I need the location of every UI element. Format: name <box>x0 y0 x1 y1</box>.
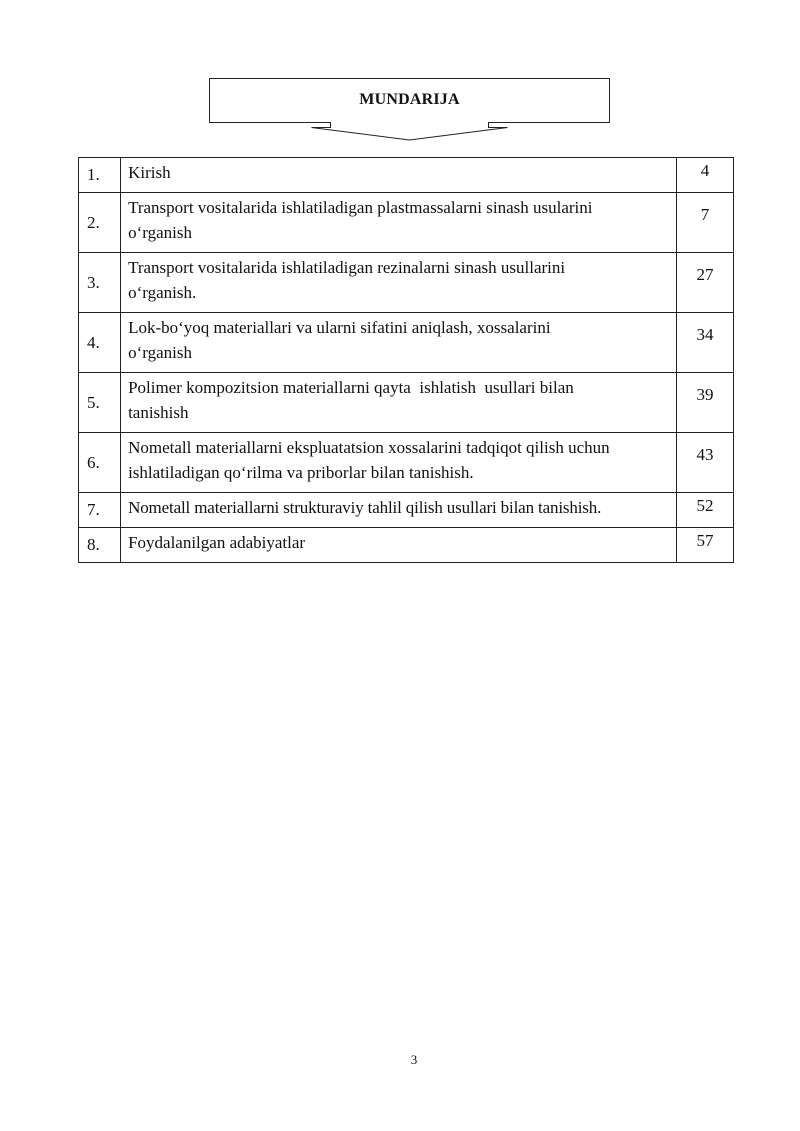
toc-row <box>79 373 734 433</box>
toc-title-line: Nometall materiallarni ekspluatatsion xossalarini tadqiqot qilish uchun <box>128 438 610 457</box>
callout-arrow-shape <box>209 78 610 141</box>
toc-title-line: tanishish <box>128 403 189 422</box>
toc-title-line: o‘rganish <box>128 343 192 362</box>
toc-row <box>79 313 734 373</box>
toc-title-line: Transport vositalarida ishlatiladigan rezinalarni sinash usullarini <box>128 258 566 277</box>
toc-row-page: 7 <box>676 193 733 253</box>
toc-row-title: Foydalanilgan adabiyatlar <box>121 528 677 563</box>
toc-row-number: 1. <box>79 158 121 193</box>
table-of-contents <box>78 157 734 563</box>
toc-title-line: o‘rganish <box>128 223 192 242</box>
toc-row <box>79 253 734 313</box>
toc-row <box>79 493 734 528</box>
toc-row-number: 8. <box>79 528 121 563</box>
toc-row <box>79 158 734 193</box>
toc-row <box>79 433 734 493</box>
toc-title-line: Lok-bo‘yoq materiallari va ularni sifatini aniqlash, xossalarini <box>128 318 551 337</box>
toc-row-page: 52 <box>676 493 733 528</box>
toc-row-title <box>121 253 677 313</box>
toc-title-line: o‘rganish. <box>128 283 197 302</box>
toc-row-page: 57 <box>676 528 733 563</box>
toc-row-page: 34 <box>676 313 733 373</box>
toc-title-line: ishlatiladigan qo‘rilma va priborlar bilan tanishish. <box>128 463 474 482</box>
toc-heading-callout <box>209 78 610 141</box>
toc-row-number: 6. <box>79 433 121 493</box>
toc-row-page: 27 <box>676 253 733 313</box>
toc-row-page: 4 <box>676 158 733 193</box>
toc-row-title: Nometall materiallarni strukturaviy tahlil qilish usullari bilan tanishish. <box>121 493 677 528</box>
page-number: 3 <box>410 1052 418 1067</box>
toc-row-number: 4. <box>79 313 121 373</box>
toc-row-number: 5. <box>79 373 121 433</box>
toc-row <box>79 193 734 253</box>
toc-title-line: Transport vositalarida ishlatiladigan plastmassalarni sinash usularini <box>128 198 593 217</box>
toc-row-title <box>121 433 677 493</box>
page-title: MUNDARIJA <box>359 91 460 108</box>
toc-row-page: 39 <box>676 373 733 433</box>
toc-row-page: 43 <box>676 433 733 493</box>
toc-row-number: 3. <box>79 253 121 313</box>
toc-row-number: 2. <box>79 193 121 253</box>
toc-row-title <box>121 313 677 373</box>
toc-title-line: Polimer kompozitsion materiallarni qayta ishlatish usullari bilan <box>128 378 574 397</box>
toc-row-title: Kirish <box>121 158 677 193</box>
toc-row-title <box>121 193 677 253</box>
toc-row-number: 7. <box>79 493 121 528</box>
toc-row <box>79 528 734 563</box>
toc-row-title <box>121 373 677 433</box>
